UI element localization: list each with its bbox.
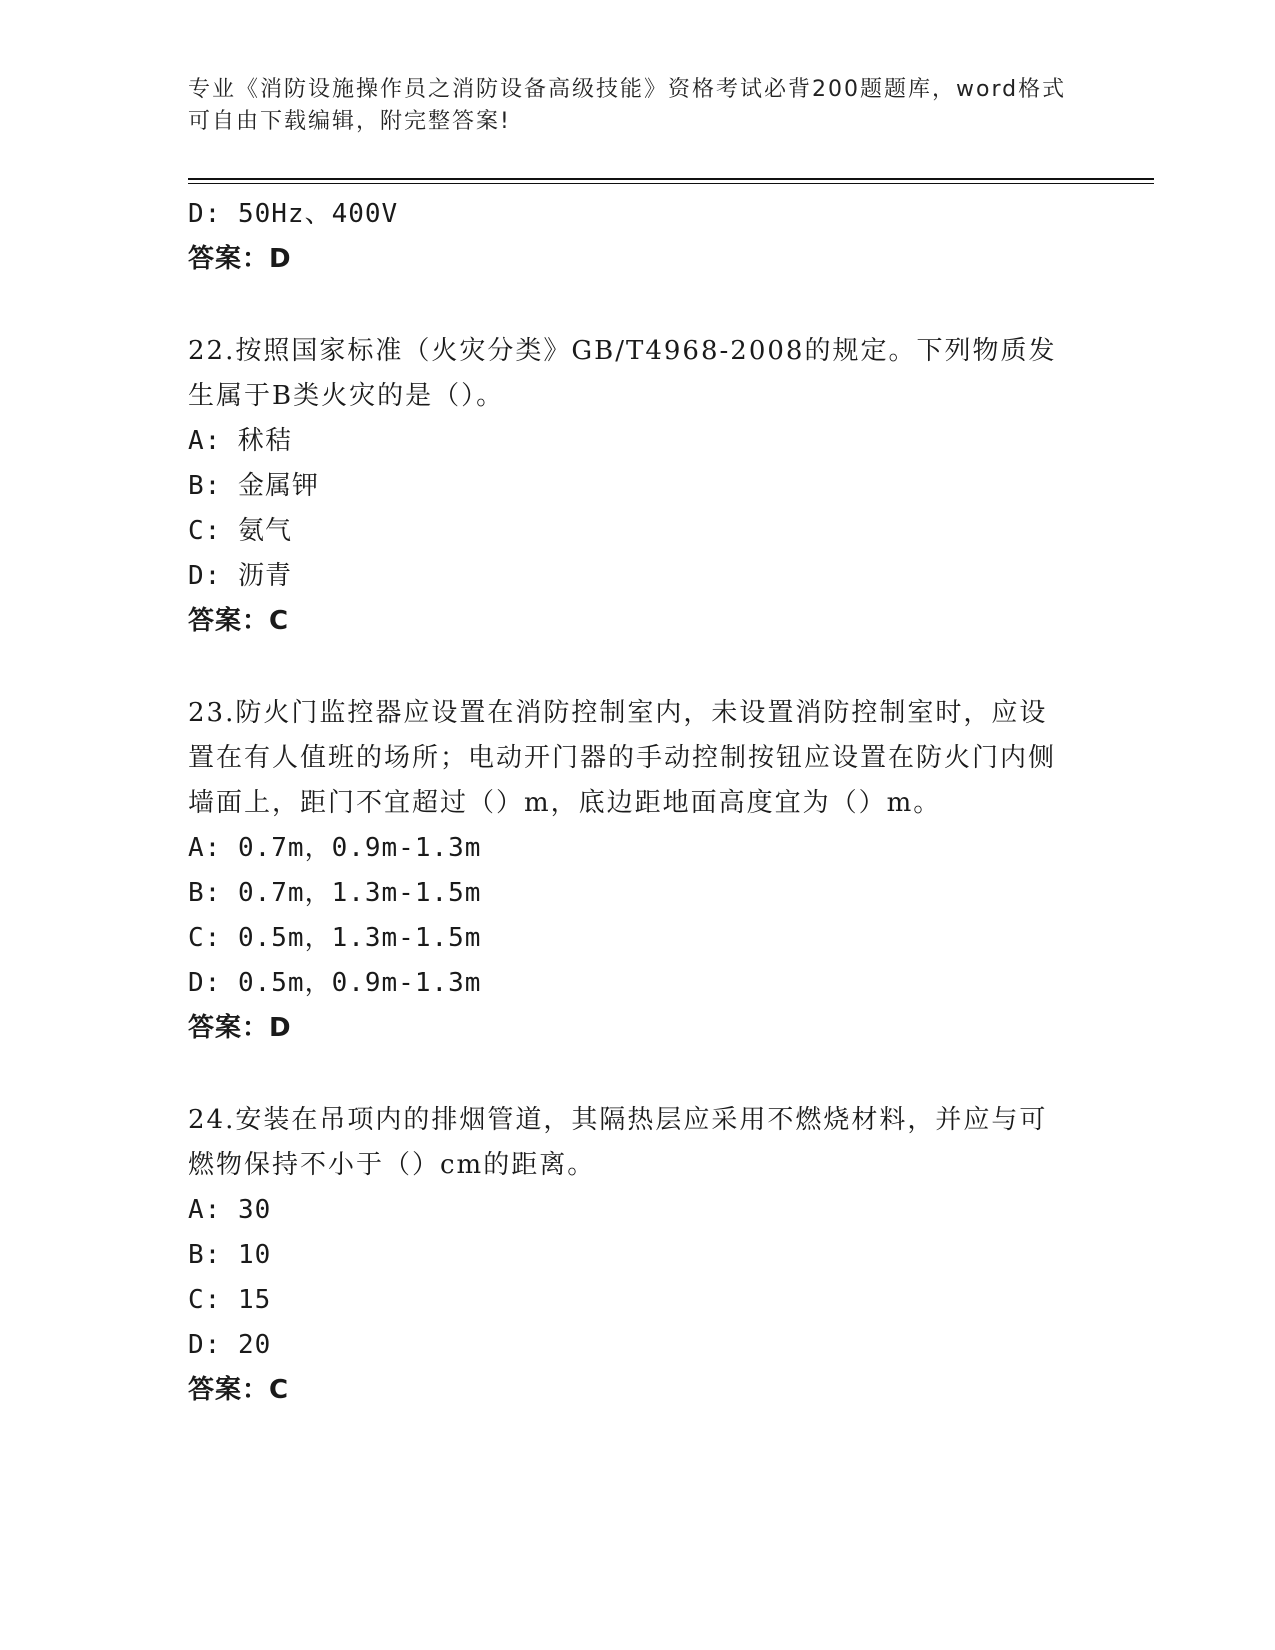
option-c: C: 氨气 (188, 516, 292, 546)
option-d: D: 20 (188, 1330, 272, 1360)
question-24 (188, 1098, 1088, 1413)
option-a: A: 0.7m，0.9m-1.3m (188, 833, 482, 863)
option-d: D: 0.5m，0.9m-1.3m (188, 968, 482, 998)
option-b: B: 10 (188, 1240, 272, 1270)
option-c: C: 15 (188, 1285, 272, 1315)
option-a: A: 秫秸 (188, 426, 292, 456)
header-divider (188, 178, 1154, 184)
option-c: C: 0.5m，1.3m-1.5m (188, 923, 482, 953)
answer-line: 答案：C (188, 606, 290, 636)
option-d: D: 50Hz、400V (188, 199, 399, 229)
previous-question-tail (188, 192, 1088, 282)
question-stem: 23.防火门监控器应设置在消防控制室内，未设置消防控制室时，应设置在有人值班的场所；电动开门器的手动控制按钮应设置在防火门内侧墙面上，距门不宜超过（）m，底边距地面高度宜为（）m。 (188, 698, 1057, 818)
answer-line: 答案：C (188, 1375, 290, 1405)
question-22 (188, 329, 1088, 644)
question-23 (188, 691, 1088, 1051)
document-body (188, 192, 1088, 1413)
option-d: D: 沥青 (188, 561, 292, 591)
option-b: B: 0.7m，1.3m-1.5m (188, 878, 482, 908)
answer-line: 答案：D (188, 1013, 292, 1043)
document-header (188, 74, 1068, 138)
question-stem: 24.安装在吊项内的排烟管道，其隔热层应采用不燃烧材料，并应与可燃物保持不小于（）cm的距离。 (188, 1105, 1048, 1180)
question-stem: 22.按照国家标准（火灾分类》GB/T4968-2008的规定。下列物质发生属于B类火灾的是（）。 (188, 336, 1057, 411)
option-a: A: 30 (188, 1195, 272, 1225)
answer-line: 答案：D (188, 244, 292, 274)
option-b: B: 金属钾 (188, 471, 319, 501)
document-title: 专业《消防设施操作员之消防设备高级技能》资格考试必背200题题库，word格式可自由下载编辑，附完整答案! (188, 77, 1067, 134)
